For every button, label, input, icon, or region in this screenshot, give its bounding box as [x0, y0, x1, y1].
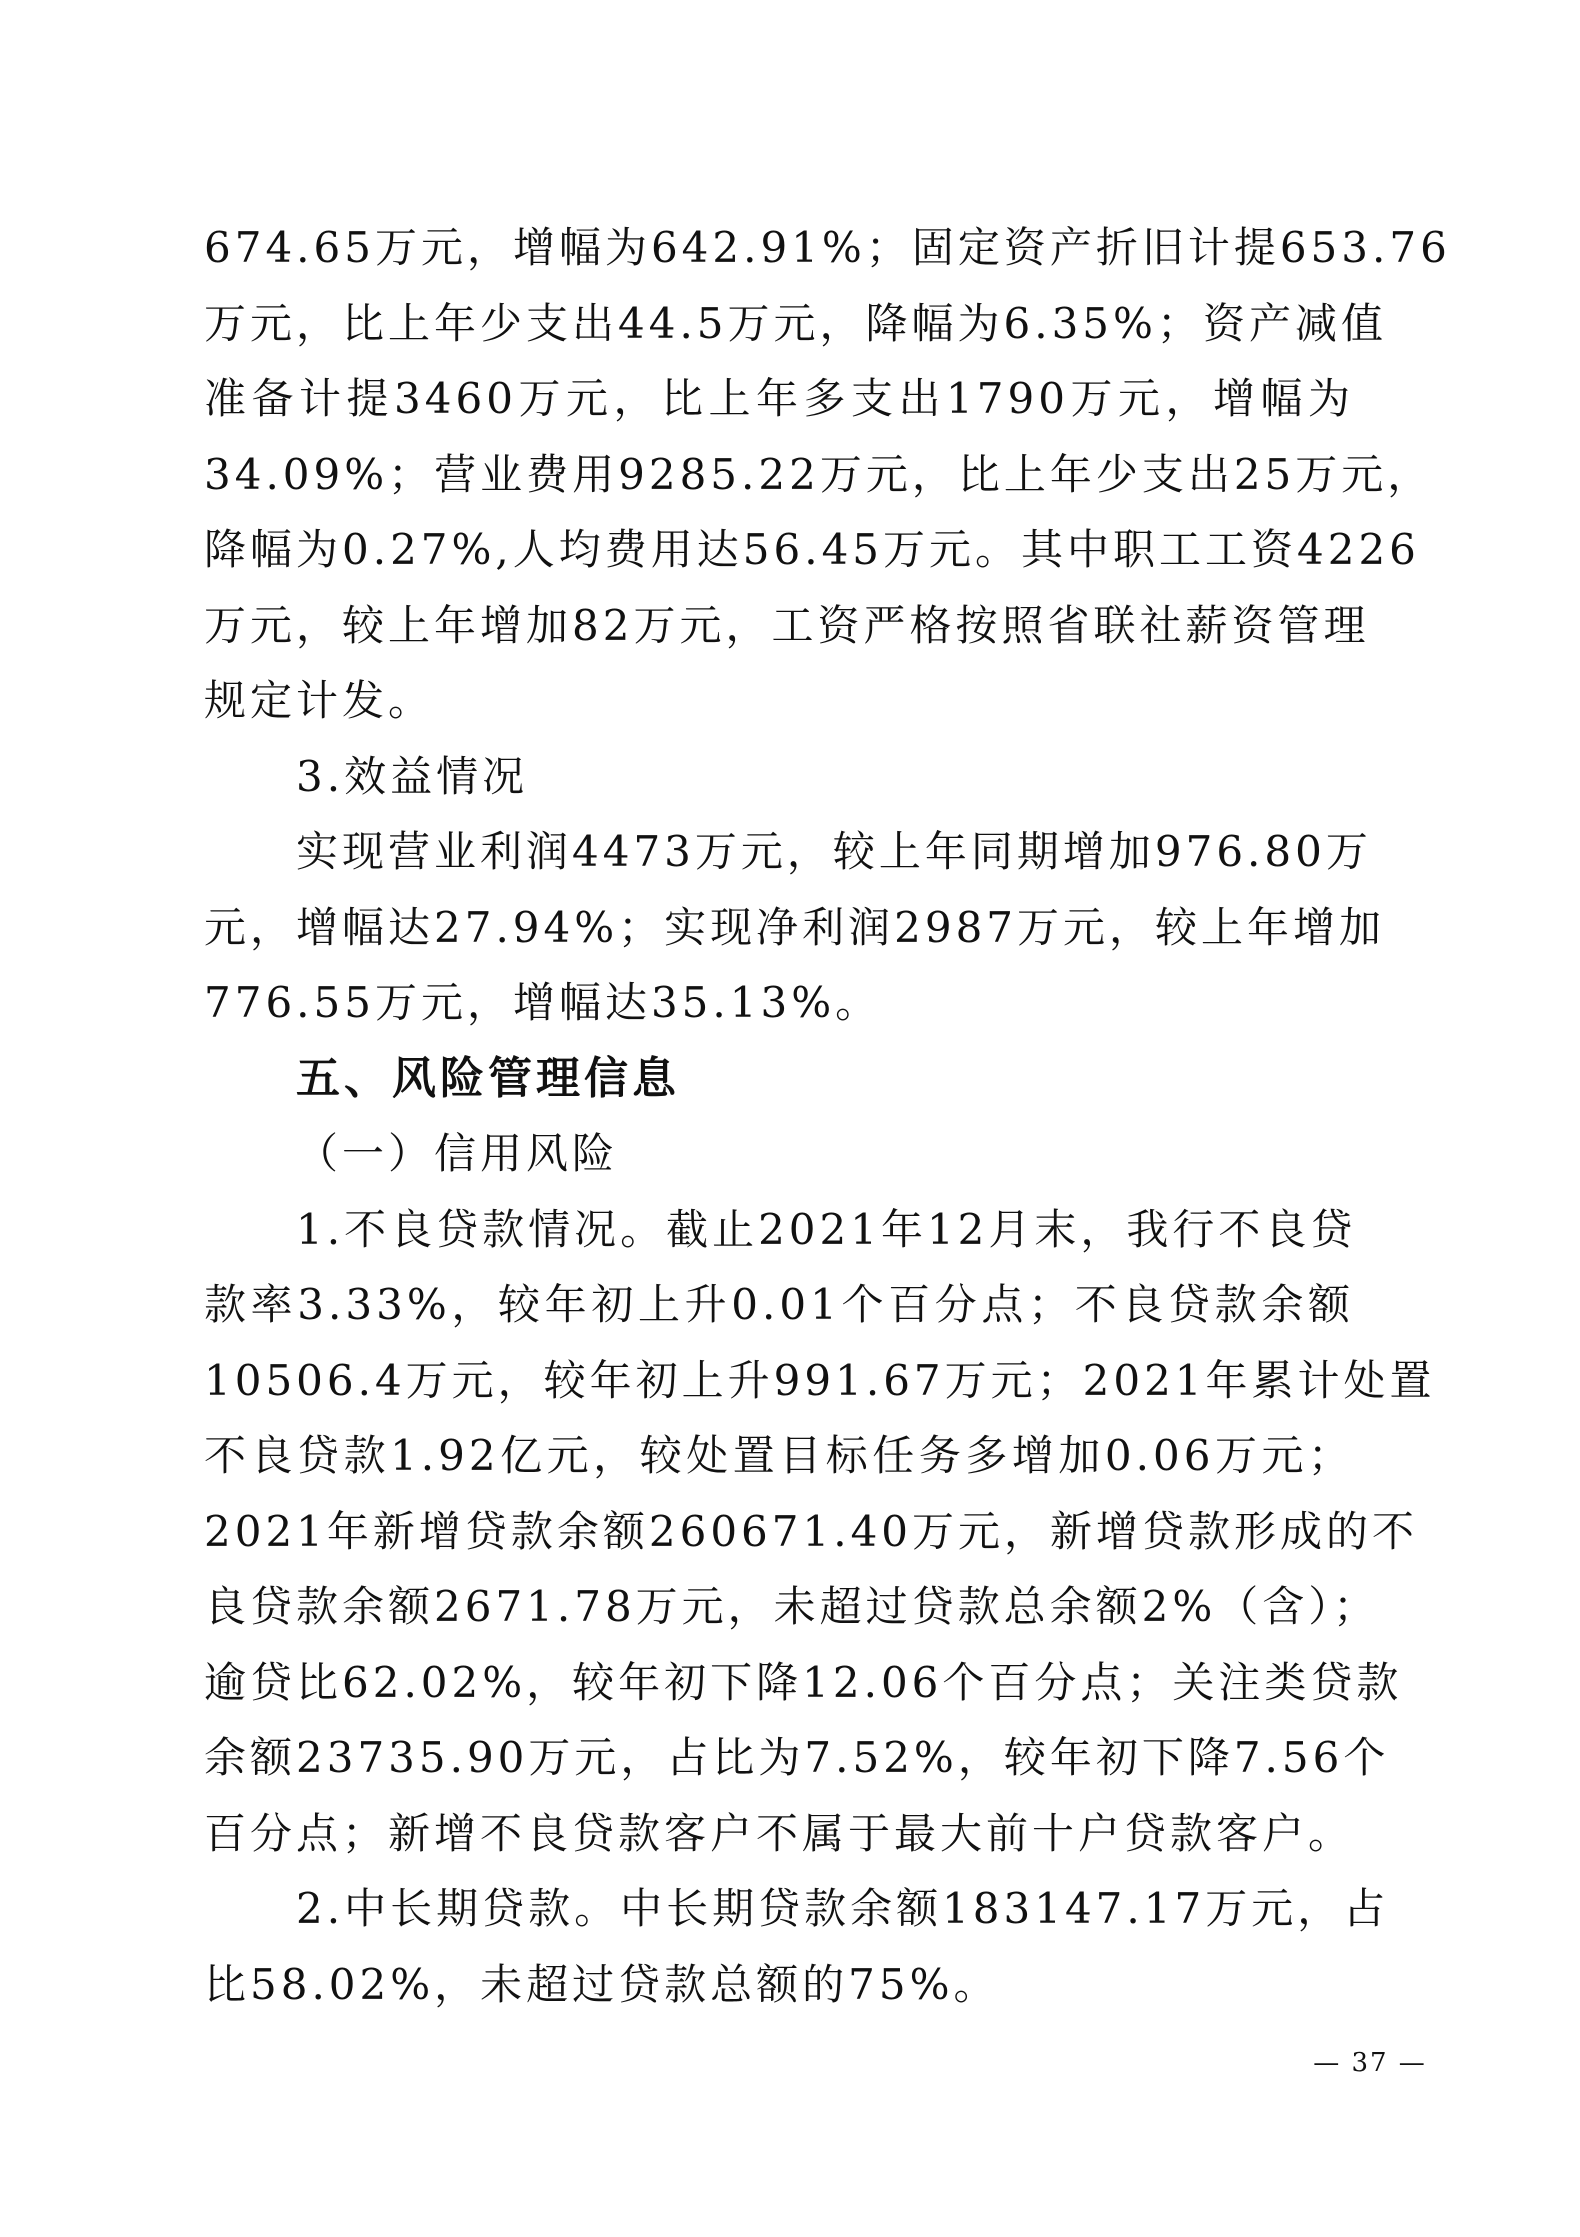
document-body — [204, 210, 1451, 2022]
text-line: 元，增幅达27.94%；实现净利润2987万元，较上年增加 — [204, 902, 1386, 952]
text-line: 776.55万元，增幅达35.13%。 — [204, 978, 882, 1027]
paragraph-expenses — [204, 210, 1451, 739]
text-line: 674.65万元，增幅为642.91%；固定资产折旧计提653.76 — [204, 223, 1451, 272]
text-line: 款率3.33%，较年初上升0.01个百分点；不良贷款余额 — [204, 1280, 1354, 1329]
text-line: 不良贷款1.92亿元，较处置目标任务多增加0.06万元； — [204, 1431, 1354, 1480]
text-line: 34.09%；营业费用9285.22万元，比上年少支出25万元， — [204, 449, 1434, 499]
section-label-benefits: 3.效益情况 — [296, 751, 529, 801]
paragraph-bad-loans — [204, 1192, 1436, 1872]
text-line: 10506.4万元，较年初上升991.67万元；2021年累计处置 — [204, 1355, 1436, 1405]
text-line: 1.不良贷款情况。截止2021年12月末，我行不良贷 — [296, 1204, 1357, 1254]
text-line: 逾贷比62.02%，较年初下降12.06个百分点；关注类贷款 — [204, 1657, 1403, 1707]
section-heading-risk: 五、风险管理信息 — [296, 1052, 680, 1104]
text-line: 准备计提3460万元，比上年多支出1790万元，增幅为 — [204, 374, 1354, 423]
text-line: 2.中长期贷款。中长期贷款余额183147.17万元，占 — [296, 1884, 1390, 1933]
text-line: 良贷款余额2671.78万元，未超过贷款总余额2%（含）； — [204, 1582, 1380, 1631]
text-line: 万元，比上年少支出44.5万元，降幅为6.35%；资产减值 — [204, 298, 1387, 348]
text-line: 余额23735.90万元，占比为7.52%，较年初下降7.56个 — [204, 1733, 1390, 1782]
subsection-heading-credit-risk: （一）信用风险 — [296, 1129, 619, 1178]
paragraph-profit — [204, 814, 1386, 1041]
text-line: 比58.02%，未超过贷款总额的75%。 — [204, 1959, 1000, 2009]
text-line: 降幅为0.27%,人均费用达56.45万元。其中职工工资4226 — [204, 525, 1420, 574]
text-line: 百分点；新增不良贷款客户不属于最大前十户贷款客户。 — [204, 1808, 1355, 1858]
text-line: 2021年新增贷款余额260671.40万元，新增贷款形成的不 — [204, 1506, 1419, 1556]
page-number: — 37 — — [1313, 2048, 1427, 2078]
paragraph-long-term-loans — [204, 1871, 1390, 2022]
text-line: 规定计发。 — [204, 676, 435, 725]
text-line: 万元，较上年增加82万元，工资严格按照省联社薪资管理 — [204, 600, 1370, 650]
text-line: 实现营业利润4473万元，较上年同期增加976.80万 — [296, 827, 1372, 876]
